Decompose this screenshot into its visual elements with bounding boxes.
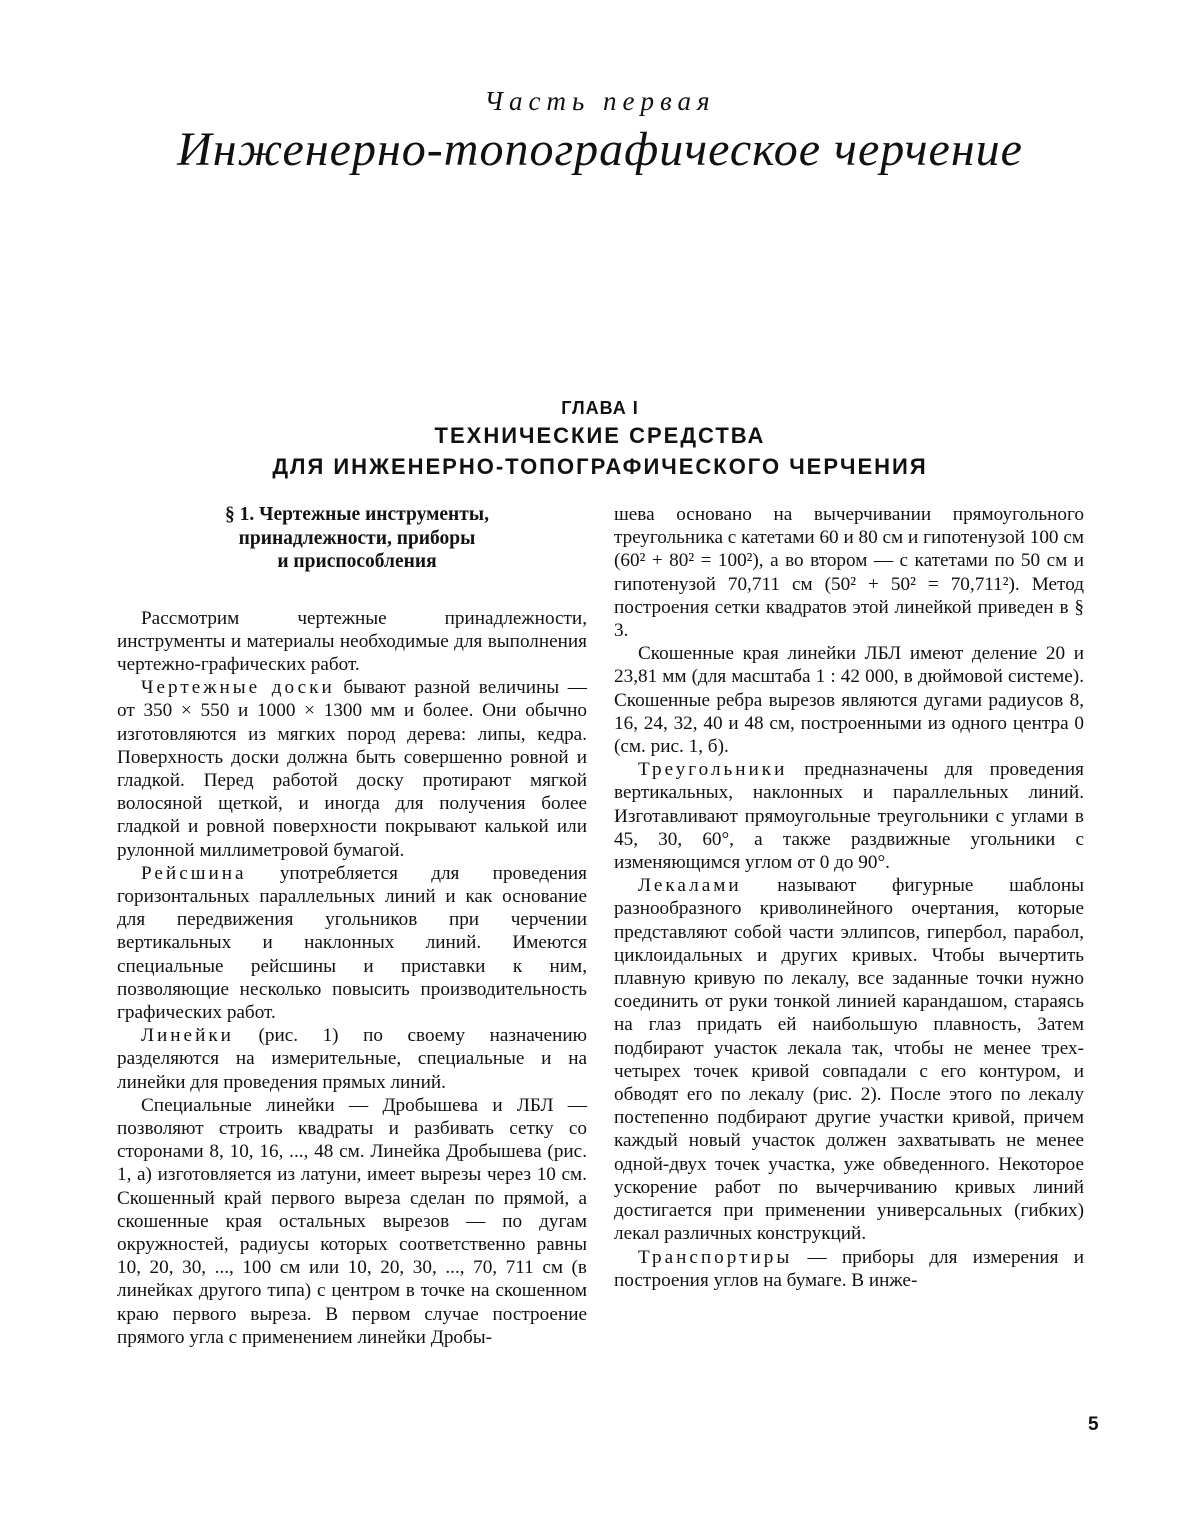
part-label: Часть первая <box>484 86 716 116</box>
text-t-square: употребляется для проведения горизонтальных параллельных линий и как основание для передвижения угольников при черчении вертикальных и наклонных линий. Имеются специальные рейсшины и приставки к ним, позволяющие несколько повысить производительность графических работ. <box>117 862 587 1023</box>
text-triangles: предназначены для проведения вертикальных, наклонных и параллельных линий. Изготавливают прямоугольные треугольники с углами в 45, 30, 60°, а также раздвижные угольники с изменяющимся углом от 0 до 90°. <box>614 759 1084 874</box>
term-triangles: Треугольники <box>638 759 788 781</box>
chapter-title-line2: ДЛЯ ИНЖЕНЕРНО-ТОПОГРАФИЧЕСКОГО ЧЕРЧЕНИЯ <box>272 454 928 479</box>
paragraph-drobyshev-continued: шева основано на вычерчивании прямоугольного треугольника с катетами 60 и 80 см и гипотенузой 100 см (60² + 80² = 100²), а во втором — с катетами по 50 см и гипотенузой 70,711 см (50² + 50² = 70,711²). Метод построения сетки квадратов этой линейкой приведен в § 3. <box>614 504 1084 642</box>
part-title: Инженерно-топографическое черчение <box>177 123 1023 176</box>
section-heading-line1: § 1. Чертежные инструменты, <box>225 504 489 525</box>
left-column <box>117 503 587 1349</box>
section-heading-line2: принадлежности, приборы <box>238 527 476 549</box>
chapter-title-line1: ТЕХНИЧЕСКИЕ СРЕДСТВА <box>434 423 766 448</box>
term-drawing-boards: Чертежные доски <box>141 677 335 699</box>
term-protractors: Транспортиры <box>638 1246 793 1268</box>
paragraph-french-curves <box>614 874 1084 1245</box>
section-heading-line3: и приспособления <box>277 551 437 572</box>
term-french-curves: Лекалами <box>638 875 742 897</box>
right-column <box>614 503 1084 1292</box>
chapter-heading <box>0 396 1200 482</box>
paragraph-rulers <box>117 1024 587 1094</box>
paragraph-t-square <box>117 862 587 1024</box>
paragraph-protractors <box>614 1246 1084 1292</box>
paragraph-triangles <box>614 758 1084 874</box>
paragraph-intro: Рассмотрим чертежные принадлежности, инструменты и материалы необходимые для выполнения чертежно-графических работ. <box>117 607 587 675</box>
text-drawing-boards: бывают разной величины — от 350 × 550 и 1000 × 1300 мм и более. Они обычно изготовляются из мягких пород дерева: липы, кедра. Поверхность доски должна быть совершенно ровной и гладкой. Перед работой доску протирают мягкой волосяной щеткой, и иногда для получения более гладкой и ровной поверхности покрывают калькой или рулонной миллиметровой бумагой. <box>117 677 587 861</box>
term-rulers: Линейки <box>141 1025 234 1047</box>
paragraph-special-rulers: Специальные линейки — Дробышева и ЛБЛ — позволяют строить квадраты и разбивать сетку со сторонами 8, 10, 16, ..., 48 см. Линейка Дробышева (рис. 1, а) изготовляется из латуни, имеет вырезы через 10 см. Скошенный край первого выреза сделан по прямой, а скошенные края остальных вырезов — по дугам окружностей, радиусы которых соответственно равны 10, 20, 30, ..., 100 см или 10, 20, 30, ..., 70, 711 см (в линейках другого типа) с центром в точке на скошенном краю первого выреза. В первом случае построение прямого угла с применением линейки Дробы- <box>117 1094 587 1348</box>
term-t-square: Рейсшина <box>141 862 247 884</box>
page-number: 5 <box>1088 1414 1099 1435</box>
text-rulers: (рис. 1) по своему назначению разделяются на измерительные, специальные и на линейки для проведения прямых линий. <box>117 1025 587 1093</box>
chapter-number: ГЛАВА I <box>561 398 639 418</box>
paragraph-lbl-ruler: Скошенные края линейки ЛБЛ имеют деление 20 и 23,81 мм (для масштаба 1 : 42 000, в дюймовой системе). Скошенные ребра вырезов являются дугами радиусов 8, 16, 24, 32, 40 и 48 см, построенными из одного центра 0 (см. рис. 1, б). <box>614 643 1084 758</box>
text-french-curves: называют фигурные шаблоны разнообразного криволинейного очертания, которые представляют собой части эллипсов, гипербол, парабол, циклоидальных и других кривых. Чтобы вычертить плавную кривую по лекалу, все заданные точки нужно соединить от руки тонкой линией карандашом, стараясь на глаз придать ей наибольшую плавность, Затем подбирают участок лекала так, чтобы не менее трех-четырех точек кривой совпадали с его контуром, и обводят его по лекалу (рис. 2). После этого по лекалу постепенно подбирают другие участки кривой, причем каждый новый участок должен захватывать не менее одной-двух точек участка, уже обведенного. Некоторое ускорение работ по вычерчиванию кривых линий достигается при применении универсальных (гибких) лекал различных конструкций. <box>614 875 1084 1245</box>
section-heading <box>117 503 587 574</box>
text-protractors: — приборы для измерения и построения углов на бумаге. В инже- <box>614 1246 1084 1291</box>
paragraph-drawing-boards <box>117 676 587 862</box>
